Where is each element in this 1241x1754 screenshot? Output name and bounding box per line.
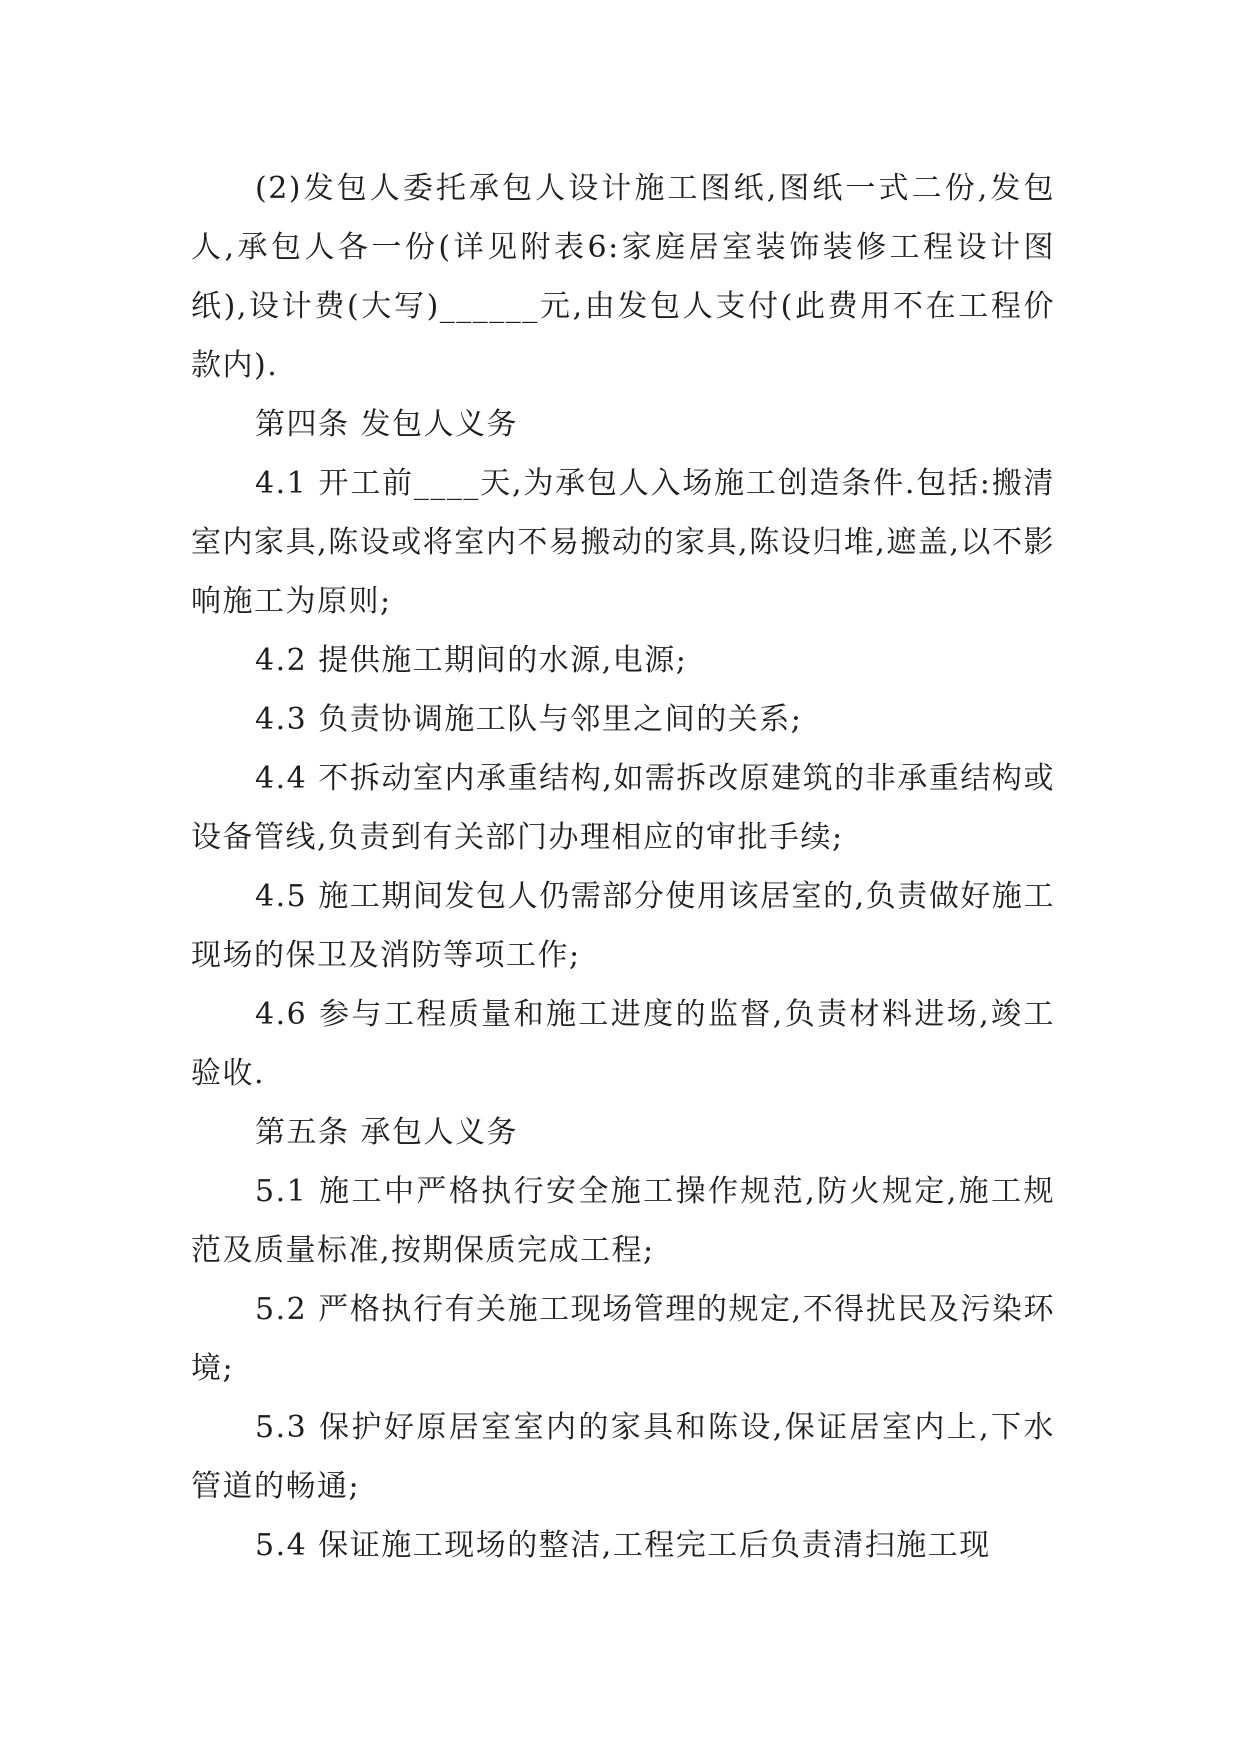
clause-4-1: 4.1 开工前____天,为承包人入场施工创造条件.包括:搬清室内家具,陈设或将室内不易搬动的家具,陈设归堆,遮盖,以不影响施工为原则; <box>191 466 1055 619</box>
clause-4-5: 4.5 施工期间发包人仍需部分使用该居室的,负责做好施工现场的保卫及消防等项工作; <box>191 879 1055 973</box>
paragraph-design-drawings: (2)发包人委托承包人设计施工图纸,图纸一式二份,发包人,承包人各一份(详见附表6:家庭居室装饰装修工程设计图纸),设计费(大写)______元,由发包人支付(此费用不在工程价款内). <box>191 171 1055 383</box>
section-heading-article-5: 第五条 承包人义务 <box>255 1115 519 1150</box>
document-body <box>191 159 1055 1575</box>
section-heading-article-4: 第四条 发包人义务 <box>255 407 519 442</box>
clause-4-6: 4.6 参与工程质量和施工进度的监督,负责材料进场,竣工验收. <box>191 997 1055 1091</box>
clause-5-1: 5.1 施工中严格执行安全施工操作规范,防火规定,施工规范及质量标准,按期保质完成工程; <box>191 1174 1055 1268</box>
clause-4-4: 4.4 不拆动室内承重结构,如需拆改原建筑的非承重结构或设备管线,负责到有关部门办理相应的审批手续; <box>191 761 1055 855</box>
clause-5-2: 5.2 严格执行有关施工现场管理的规定,不得扰民及污染环境; <box>191 1292 1055 1386</box>
clause-4-2: 4.2 提供施工期间的水源,电源; <box>255 643 688 678</box>
clause-4-3: 4.3 负责协调施工队与邻里之间的关系; <box>255 702 803 737</box>
clause-5-3: 5.3 保护好原居室室内的家具和陈设,保证居室内上,下水管道的畅通; <box>191 1410 1055 1504</box>
clause-5-4: 5.4 保证施工现场的整洁,工程完工后负责清扫施工现 <box>255 1528 991 1563</box>
